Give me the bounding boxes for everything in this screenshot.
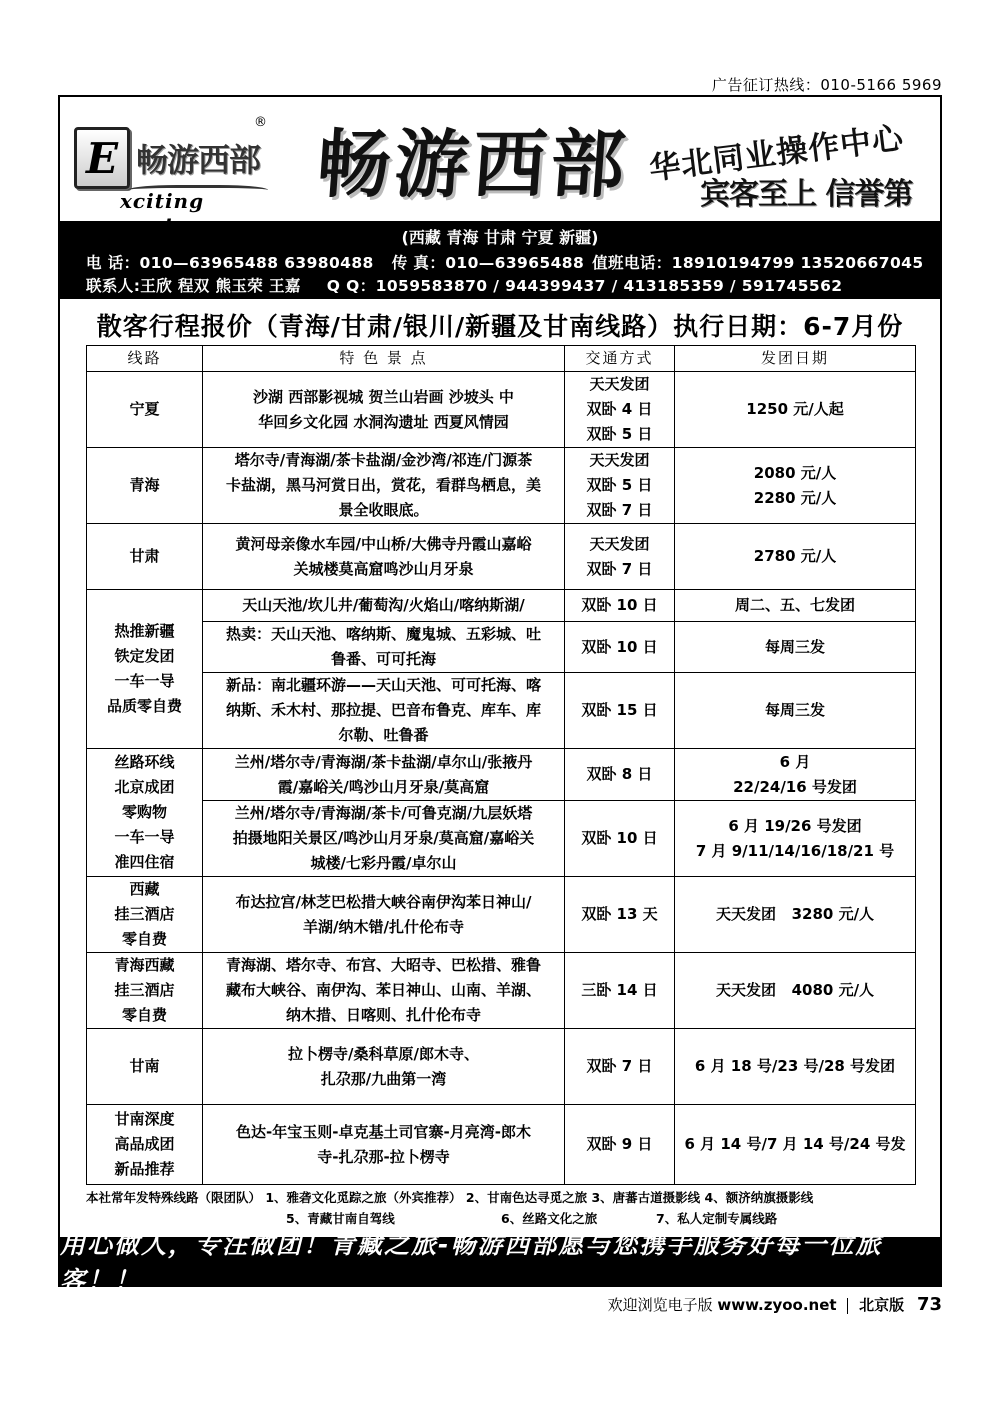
operation-center-title: 华北同业操作中心 xyxy=(647,120,906,188)
special-routes-note xyxy=(86,1187,916,1229)
sights-line: 扎尕那/九曲第一湾 xyxy=(320,1069,447,1088)
date-cell xyxy=(675,524,916,590)
departure-date: 6 月 19/26 号发团 xyxy=(728,816,862,835)
sights-line: 布达拉宫/林芝巴松措大峡谷南伊沟苯日神山/ xyxy=(235,892,532,911)
transport-cell xyxy=(565,953,675,1029)
sights-cell xyxy=(203,448,565,524)
sights-cell xyxy=(203,524,565,590)
route-line: 新品推荐 xyxy=(114,1160,175,1178)
ad-hotline: 广告征订热线：010-5166 5969 xyxy=(711,76,942,94)
transport-cell xyxy=(565,749,675,801)
route-name: 青海 xyxy=(129,476,160,494)
date-cell xyxy=(675,749,916,801)
route-cell xyxy=(87,1029,203,1105)
route-line: 丝路环线 xyxy=(114,753,175,771)
departure-date: 6 月 18 号/23 号/28 号发团 xyxy=(694,1057,896,1075)
duty-phone: 值班电话：18910194799 13520667045 xyxy=(592,254,924,272)
route-cell xyxy=(87,590,203,749)
note-item: 5、青藏甘南自驾线 xyxy=(286,1211,395,1226)
date-cell xyxy=(675,1029,916,1105)
fax: 传 真：010—63965488 xyxy=(391,254,585,272)
route-cell xyxy=(87,448,203,524)
header-date: 发团日期 xyxy=(675,346,916,372)
sights-line: 新品：南北疆环游——天山天池、可可托海、喀 xyxy=(225,676,541,694)
route-line: 西藏 xyxy=(129,880,160,898)
table-row xyxy=(87,448,916,524)
route-line: 一车一导 xyxy=(114,828,175,846)
date-cell xyxy=(675,673,916,749)
sights-line: 拉卜楞寺/桑科草原/郎木寺、 xyxy=(288,1044,479,1063)
table-row xyxy=(87,877,916,953)
sights-line: 卡盐湖，黑马河赏日出，赏花，看群鸟栖息，美 xyxy=(225,476,541,494)
sights-line: 藏布大峡谷、南伊沟、苯日神山、山南、羊湖、 xyxy=(225,981,541,999)
note-item: 7、私人定制专属线路 xyxy=(656,1211,778,1226)
transport-cell xyxy=(565,448,675,524)
header-route: 线路 xyxy=(87,346,203,372)
route-name: 宁夏 xyxy=(129,400,160,418)
transport-line: 三卧 14 日 xyxy=(581,981,658,999)
route-line: 甘南深度 xyxy=(114,1110,175,1128)
transport-line: 天天发团 xyxy=(589,534,650,553)
sights-line: 青海湖、塔尔寺、布宫、大昭寺、巴松措、雅鲁 xyxy=(225,956,541,974)
transport-line: 双卧 9 日 xyxy=(586,1135,653,1153)
contact-band xyxy=(60,221,940,299)
route-line: 青海西藏 xyxy=(114,956,175,974)
transport-line: 双卧 4 日 xyxy=(586,400,653,418)
route-line: 铁定发团 xyxy=(114,647,175,665)
sights-cell xyxy=(203,622,565,673)
transport-cell xyxy=(565,1029,675,1105)
sights-cell xyxy=(203,1029,565,1105)
sights-line: 热卖：天山天池、喀纳斯、魔鬼城、五彩城、吐 xyxy=(225,625,541,643)
route-line: 挂三酒店 xyxy=(114,981,175,999)
sights-line: 关城楼莫高窟鸣沙山月牙泉 xyxy=(293,559,474,578)
sights-line: 拍摄地阳关景区/鸣沙山月牙泉/莫高窟/嘉峪关 xyxy=(232,829,535,847)
sights-cell xyxy=(203,953,565,1029)
date-cell xyxy=(675,622,916,673)
departure-date: 7 月 9/11/14/16/18/21 号 xyxy=(695,841,895,860)
date-cell xyxy=(675,953,916,1029)
page-footer xyxy=(500,1294,942,1315)
route-line: 挂三酒店 xyxy=(114,905,175,923)
departure-date: 6 月 14 号/7 月 14 号/24 号发 xyxy=(684,1135,906,1153)
table-row xyxy=(87,372,916,448)
sights-cell xyxy=(203,801,565,877)
date-cell xyxy=(675,372,916,448)
price: 2280 元/人 xyxy=(753,488,837,507)
logo-chinese-name: 畅游西部 xyxy=(136,141,261,179)
contact-row-people xyxy=(86,274,842,296)
sights-line: 沙湖 西部影视城 贺兰山岩画 沙坡头 中 xyxy=(253,387,514,406)
sights-line: 兰州/塔尔寺/青海湖/茶卡盐湖/卓尔山/张掖丹 xyxy=(234,752,533,771)
transport-line: 双卧 15 日 xyxy=(581,701,658,719)
route-line: 零购物 xyxy=(121,803,167,821)
price: 2080 元/人 xyxy=(753,463,837,482)
note-item: 6、丝路文化之旅 xyxy=(501,1211,598,1226)
table-row xyxy=(87,1029,916,1105)
slogan-banner: 用心做人，专注做团！青藏之旅-畅游西部愿与您携手服务好每一位旅客！！ xyxy=(60,1237,940,1285)
sights-line: 黄河母亲像水车园/中山桥/大佛寺丹霞山嘉峪 xyxy=(235,534,532,553)
transport-line: 双卧 5 日 xyxy=(586,425,653,443)
departure-date: 周二、五、七发团 xyxy=(734,596,855,614)
route-line: 一车一导 xyxy=(114,672,175,690)
route-cell xyxy=(87,953,203,1029)
company-logo xyxy=(68,113,276,217)
transport-cell xyxy=(565,590,675,622)
table-row xyxy=(87,749,916,801)
sights-line: 纳斯、禾木村、那拉提、巴音布鲁克、库车、库 xyxy=(225,701,541,719)
route-line: 北京成团 xyxy=(114,778,175,796)
transport-cell xyxy=(565,673,675,749)
table-header-row xyxy=(87,346,916,372)
sights-line: 色达-年宝玉则-卓克基土司官寨-月亮湾-郎木 xyxy=(236,1122,531,1141)
table-row xyxy=(87,673,916,749)
departure-date: 每周三发 xyxy=(764,701,825,719)
route-cell xyxy=(87,1105,203,1185)
departure-date: 6 月 xyxy=(779,752,811,771)
departure-date: 天天发团 4080 元/人 xyxy=(715,981,875,999)
registered-mark: ® xyxy=(254,115,267,130)
price: 2780 元/人 xyxy=(753,547,837,565)
table-row xyxy=(87,590,916,622)
brand-title: 畅游西部 xyxy=(313,122,632,208)
sights-cell xyxy=(203,877,565,953)
qq-numbers: Q Q：1059583870 / 944399437 / 413185359 / 591745562 xyxy=(326,277,843,295)
route-line: 热推新疆 xyxy=(114,622,175,640)
transport-line: 双卧 5 日 xyxy=(586,476,653,494)
transport-line: 双卧 7 日 xyxy=(586,559,653,578)
sights-cell xyxy=(203,1105,565,1185)
sights-line: 景全收眼底。 xyxy=(338,501,429,519)
date-cell xyxy=(675,801,916,877)
route-name: 甘肃 xyxy=(129,547,160,565)
price: 1250 元/人起 xyxy=(746,400,844,418)
route-line: 高品成团 xyxy=(114,1135,175,1153)
route-cell xyxy=(87,524,203,590)
sights-line: 尔勒、吐鲁番 xyxy=(338,726,429,744)
sights-line: 霞/嘉峪关/鸣沙山月牙泉/莫高窟 xyxy=(277,777,490,796)
sights-line: 塔尔寺/青海湖/茶卡盐湖/金沙湾/祁连/门源茶 xyxy=(234,451,533,469)
sights-line: 城楼/七彩丹霞/卓尔山 xyxy=(310,854,457,872)
contact-row-phones xyxy=(86,251,924,273)
departure-date: 天天发团 3280 元/人 xyxy=(715,905,875,923)
sights-line: 兰州/塔尔寺/青海湖/茶卡/可鲁克湖/九层妖塔 xyxy=(234,804,533,822)
transport-cell xyxy=(565,877,675,953)
sights-cell xyxy=(203,673,565,749)
table-row xyxy=(87,1105,916,1185)
date-cell xyxy=(675,877,916,953)
sights-line: 鲁番、可可托海 xyxy=(330,650,436,668)
table-row xyxy=(87,524,916,590)
sights-line: 华回乡文化园 水洞沟遗址 西夏风情园 xyxy=(258,412,509,431)
transport-cell xyxy=(565,524,675,590)
route-cell xyxy=(87,372,203,448)
sights-cell xyxy=(203,372,565,448)
sights-line: 寺-扎尕那-拉卜楞寺 xyxy=(317,1147,450,1166)
route-cell xyxy=(87,749,203,877)
sights-line: 天山天池/坎儿井/葡萄沟/火焰山/喀纳斯湖/ xyxy=(242,596,525,614)
transport-line: 双卧 13 天 xyxy=(581,905,658,923)
footer-divider xyxy=(847,1298,848,1314)
transport-line: 天天发团 xyxy=(589,375,650,393)
transport-cell xyxy=(565,801,675,877)
table-row xyxy=(87,622,916,673)
transport-line: 双卧 10 日 xyxy=(581,637,658,656)
departure-date: 每周三发 xyxy=(764,637,825,656)
transport-cell xyxy=(565,372,675,448)
date-cell xyxy=(675,448,916,524)
page-number: 73 xyxy=(916,1294,942,1315)
price-list-title: 散客行程报价（青海/甘肃/银川/新疆及甘南线路）执行日期：6-7月份 xyxy=(96,312,904,341)
transport-line: 双卧 7 日 xyxy=(586,501,653,519)
transport-line: 双卧 7 日 xyxy=(586,1057,653,1075)
sights-line: 纳木措、日喀则、扎什伦布寺 xyxy=(285,1006,481,1024)
transport-cell xyxy=(565,1105,675,1185)
route-cell xyxy=(87,877,203,953)
website-link[interactable]: www.zyoo.net xyxy=(717,1296,837,1314)
contact-people: 联系人:王欣 程双 熊玉荣 王嘉 xyxy=(86,277,301,295)
transport-line: 天天发团 xyxy=(589,451,650,469)
header-transport: 交通方式 xyxy=(565,346,675,372)
note-line: 本社常年发特殊线路（限团队） 1、雅砻文化觅踪之旅（外宾推荐） 2、甘南色达寻觅之旅 3、唐蕃古道摄影线 4、额济纳旗摄影线 xyxy=(86,1190,814,1205)
route-line: 零自费 xyxy=(121,930,167,948)
logo-e-icon: E xyxy=(74,127,130,189)
transport-line: 双卧 8 日 xyxy=(586,765,653,783)
table-row xyxy=(87,953,916,1029)
tour-price-table xyxy=(86,345,916,1185)
sights-cell xyxy=(203,590,565,622)
route-line: 准四住宿 xyxy=(114,853,175,871)
transport-cell xyxy=(565,622,675,673)
motto: 宾客至上 信誉第 xyxy=(700,177,913,212)
header-sights: 特 色 景 点 xyxy=(203,346,565,372)
edition: 北京版 xyxy=(859,1296,905,1314)
table-row xyxy=(87,801,916,877)
sights-line: 羊湖/纳木错/扎什伦布寺 xyxy=(303,917,464,936)
transport-line: 双卧 10 日 xyxy=(581,829,658,847)
transport-line: 双卧 10 日 xyxy=(581,596,658,614)
logo-english-name: xciting xyxy=(120,189,205,213)
departure-date: 22/24/16 号发团 xyxy=(733,777,857,796)
route-line: 零自费 xyxy=(121,1006,167,1024)
date-cell xyxy=(675,590,916,622)
phone: 电 话：010—63965488 63980488 xyxy=(86,254,374,272)
route-line: 品质零自费 xyxy=(106,697,182,715)
regions: (西藏 青海 甘肃 宁夏 新疆) xyxy=(401,228,599,247)
date-cell xyxy=(675,1105,916,1185)
route-line: 甘南 xyxy=(129,1057,160,1075)
footer-text: 欢迎浏览电子版 xyxy=(607,1296,713,1314)
sights-cell xyxy=(203,749,565,801)
ad-frame xyxy=(58,95,942,1295)
